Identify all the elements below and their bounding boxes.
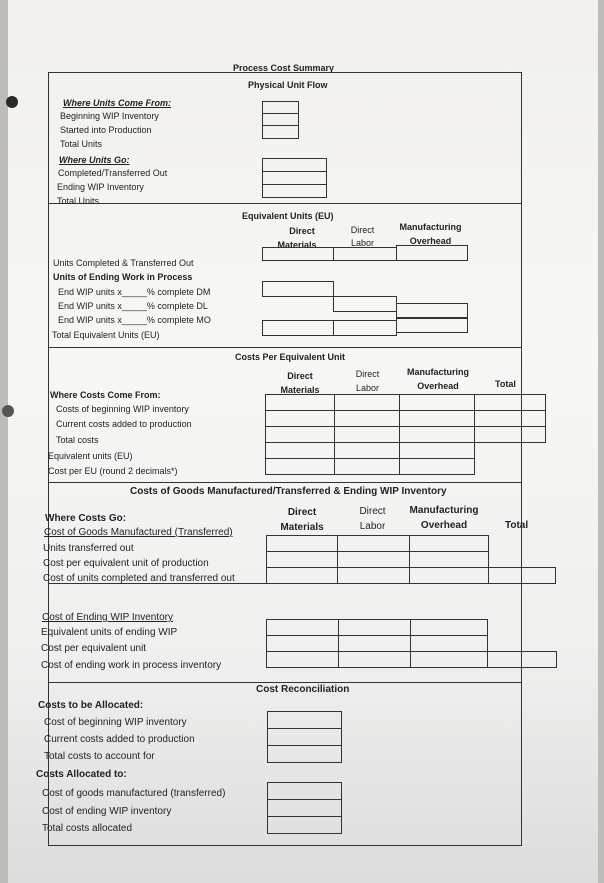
cogm-cell[interactable] xyxy=(266,567,338,584)
recon-cell[interactable] xyxy=(267,782,342,800)
col-header-mo: Manufacturing xyxy=(407,367,469,377)
cogm-cell[interactable] xyxy=(337,535,410,552)
recon-cell[interactable] xyxy=(267,816,342,834)
cost-cell[interactable] xyxy=(265,442,335,459)
row-label: Beginning WIP Inventory xyxy=(60,111,159,121)
row-label: Cost per EU (round 2 decimals*) xyxy=(48,466,178,476)
input-box[interactable] xyxy=(262,158,327,172)
cost-cell[interactable] xyxy=(399,458,475,475)
eu-cell[interactable] xyxy=(333,247,397,261)
row-label: Cost per equivalent unit xyxy=(41,643,147,654)
ewip-cell[interactable] xyxy=(338,635,411,652)
cost-cell[interactable] xyxy=(334,458,400,475)
cost-cell[interactable] xyxy=(265,458,335,475)
eu-cell[interactable] xyxy=(396,317,468,333)
row-label: Total Equivalent Units (EU) xyxy=(52,330,160,340)
ewip-cell[interactable] xyxy=(410,619,488,636)
row-label: End WIP units x_____% complete MO xyxy=(58,315,211,325)
punch-hole xyxy=(2,405,14,417)
where-units-go-heading: Where Units Go: xyxy=(59,155,130,165)
eu-cell[interactable] xyxy=(262,320,334,336)
col-header-mo: Overhead xyxy=(417,381,459,391)
eu-cell[interactable] xyxy=(262,247,334,261)
row-label: Total Units xyxy=(60,139,103,149)
col-header-total: Total xyxy=(495,379,516,389)
section-title-cost-per-eu: Costs Per Equivalent Unit xyxy=(235,352,346,362)
input-box[interactable] xyxy=(262,171,327,185)
row-label: Units Completed & Transferred Out xyxy=(53,258,194,268)
cost-cell[interactable] xyxy=(474,394,546,411)
row-label: Cost of ending work in process inventory xyxy=(41,660,222,671)
row-label: Cost of units completed and transferred out xyxy=(43,573,235,584)
row-label: Total costs to account for xyxy=(44,751,155,762)
ewip-cell[interactable] xyxy=(487,651,557,668)
col-header-dl: Direct xyxy=(350,225,375,235)
recon-cell[interactable] xyxy=(267,711,342,729)
ewip-cell[interactable] xyxy=(338,619,411,636)
cost-cell[interactable] xyxy=(474,426,546,443)
row-label: Cost of goods manufactured (transferred) xyxy=(42,788,226,799)
row-label: Equivalent units (EU) xyxy=(48,451,133,461)
col-header-mo: Overhead xyxy=(420,520,468,531)
divider xyxy=(48,682,522,683)
eu-cell[interactable] xyxy=(333,296,397,312)
col-header-dl: Direct xyxy=(355,369,380,379)
ewip-cell[interactable] xyxy=(266,651,339,668)
cost-cell[interactable] xyxy=(399,426,475,443)
row-label: Cost per equivalent unit of production xyxy=(43,558,209,569)
col-header-dl: Labor xyxy=(359,521,386,532)
row-label: Cost of ending WIP inventory xyxy=(42,806,172,817)
eu-cell[interactable] xyxy=(262,281,334,297)
cost-cell[interactable] xyxy=(334,426,400,443)
costs-allocated-heading: Costs Allocated to: xyxy=(36,769,127,780)
row-label: Units of Ending Work in Process xyxy=(53,272,193,282)
col-header-mo: Overhead xyxy=(409,236,452,246)
col-header-dl: Labor xyxy=(355,383,380,393)
divider xyxy=(48,347,522,348)
cost-cell[interactable] xyxy=(265,394,335,411)
col-header-dl: Direct xyxy=(359,506,386,517)
cost-cell[interactable] xyxy=(334,394,400,411)
cogm-cell[interactable] xyxy=(266,535,338,552)
cost-cell[interactable] xyxy=(334,442,400,459)
row-label: Units transferred out xyxy=(43,543,134,554)
recon-cell[interactable] xyxy=(267,745,342,763)
col-header-dl: Labor xyxy=(350,238,375,248)
row-label: Total costs xyxy=(56,435,99,445)
recon-cell[interactable] xyxy=(267,799,342,817)
cost-cell[interactable] xyxy=(399,394,475,411)
cogm-cell[interactable] xyxy=(409,535,489,552)
input-box[interactable] xyxy=(262,184,327,198)
cogm-cell[interactable] xyxy=(337,551,410,568)
col-header-dm: Direct xyxy=(287,507,317,518)
punch-hole xyxy=(6,96,18,108)
eu-cell[interactable] xyxy=(333,320,397,336)
ewip-cell[interactable] xyxy=(410,651,488,668)
cost-cell[interactable] xyxy=(334,410,400,427)
row-label: Cost of beginning WIP inventory xyxy=(44,717,187,728)
row-label: Costs of beginning WIP inventory xyxy=(56,404,189,414)
row-label: Equivalent units of ending WIP xyxy=(41,627,178,638)
divider xyxy=(48,203,522,204)
row-label: Completed/Transferred Out xyxy=(58,168,168,178)
col-header-dm: Direct xyxy=(287,371,313,381)
page-title: Process Cost Summary xyxy=(233,63,335,73)
cost-cell[interactable] xyxy=(474,410,546,427)
cogm-cell[interactable] xyxy=(337,567,410,584)
cogm-cell[interactable] xyxy=(409,567,489,584)
row-label: Total costs allocated xyxy=(42,823,133,834)
col-header-mo: Manufacturing xyxy=(409,505,479,516)
where-units-come-from-heading: Where Units Come From: xyxy=(63,98,172,108)
ewip-cell[interactable] xyxy=(266,619,339,636)
col-header-dm: Materials xyxy=(277,240,317,250)
cost-cell[interactable] xyxy=(265,426,335,443)
cost-cell[interactable] xyxy=(399,442,475,459)
row-label: End WIP units x_____% complete DM xyxy=(58,287,211,297)
cogm-cell[interactable] xyxy=(266,551,338,568)
cost-cell[interactable] xyxy=(399,410,475,427)
row-label: Current costs added to production xyxy=(44,734,195,745)
cost-cell[interactable] xyxy=(265,410,335,427)
col-header-total: Total xyxy=(505,520,529,531)
section-title-eu: Equivalent Units (EU) xyxy=(242,211,334,221)
col-header-dm: Materials xyxy=(280,522,324,533)
recon-cell[interactable] xyxy=(267,728,342,746)
ewip-cell[interactable] xyxy=(266,635,339,652)
cogm-cell[interactable] xyxy=(409,551,489,568)
col-header-mo: Manufacturing xyxy=(399,222,462,232)
costs-to-be-allocated-heading: Costs to be Allocated: xyxy=(38,700,144,711)
cogm-cell[interactable] xyxy=(488,567,556,584)
ewip-cell[interactable] xyxy=(410,635,488,652)
ewip-cell[interactable] xyxy=(338,651,411,668)
col-header-dm: Materials xyxy=(280,385,320,395)
row-label: Total Units xyxy=(57,196,100,206)
section-title-reconciliation: Cost Reconciliation xyxy=(256,684,350,695)
row-label: Current costs added to production xyxy=(56,419,192,429)
row-label: Started into Production xyxy=(60,125,152,135)
row-label: End WIP units x_____% complete DL xyxy=(58,301,208,311)
row-label: Ending WIP Inventory xyxy=(57,182,144,192)
input-box[interactable] xyxy=(262,125,299,139)
col-header-dm: Direct xyxy=(289,226,315,236)
divider xyxy=(48,482,522,483)
where-costs-go-heading: Where Costs Go: xyxy=(45,513,127,524)
eu-cell[interactable] xyxy=(396,245,468,261)
section-title-physical: Physical Unit Flow xyxy=(248,80,328,90)
section-title-cogm: Costs of Goods Manufactured/Transferred & Ending WIP Inventory xyxy=(130,486,447,497)
cogm-heading: Cost of Goods Manufactured (Transferred) xyxy=(44,527,233,538)
ending-wip-heading: Cost of Ending WIP Inventory xyxy=(42,612,173,623)
where-costs-come-from-heading: Where Costs Come From: xyxy=(50,390,161,400)
